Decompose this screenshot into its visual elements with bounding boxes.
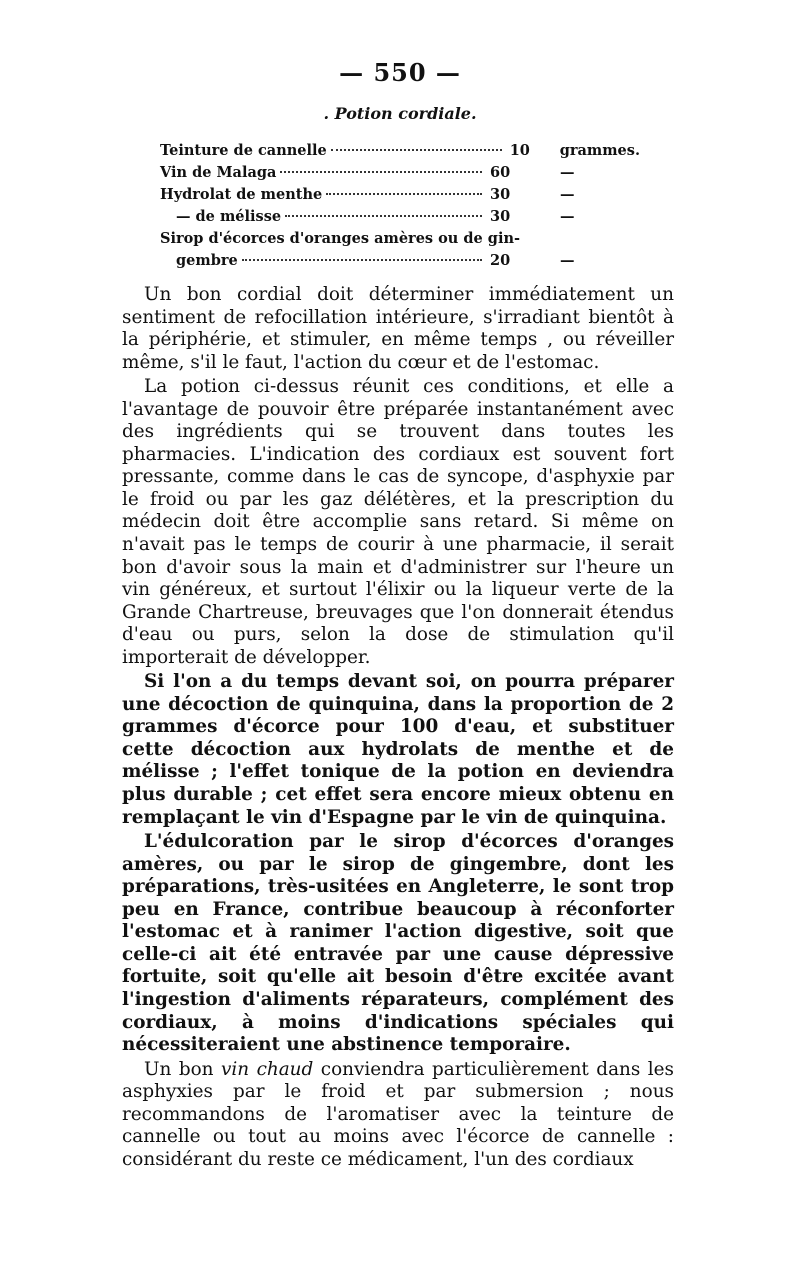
paragraph: [122, 1059, 674, 1172]
recipe-unit: grammes.: [559, 142, 640, 159]
recipe-row: [160, 208, 640, 230]
recipe-row: [160, 186, 640, 208]
recipe-table: [160, 142, 640, 274]
recipe-unit: —: [560, 252, 575, 269]
leader-dots: [242, 259, 482, 261]
leader-dots: [280, 171, 482, 173]
recipe-quantity: 20: [490, 252, 511, 269]
emphasis-text: vin chaud: [220, 1058, 314, 1080]
recipe-row: [160, 142, 640, 164]
recipe-quantity: 30: [490, 186, 511, 203]
recipe-quantity: 10: [509, 142, 530, 159]
recipe-ingredient: gembre: [176, 252, 238, 269]
recipe-ingredient: Teinture de cannelle: [160, 142, 327, 159]
recipe-unit: —: [560, 164, 575, 181]
paragraph: L'édulcoration par le sirop d'écorces d'oranges amères, ou par le sirop de gingembre, dont les préparations, très-usitées en Angleterre, le sont trop peu en France, contribue beaucoup à réconforter l'estomac et à ranimer l'action digestive, soit que celle-ci ait été entravée par une cause dépressive fortuite, soit qu'elle ait besoin d'être excitée avant l'ingestion d'aliments réparateurs, complément des cordiaux, à moins d'indications spéciales qui nécessiteraient une abstinence temporaire.: [122, 831, 674, 1056]
recipe-ingredient: Sirop d'écorces d'oranges amères ou de gin-: [160, 230, 521, 247]
recipe-ingredient: Vin de Malaga: [160, 164, 277, 181]
leader-dots: [331, 149, 502, 151]
paragraph-text: Un bon: [144, 1058, 221, 1080]
recipe-ingredient: Hydrolat de menthe: [160, 186, 323, 203]
paragraph-text: conviendra particulièrement dans les asphyxies par le froid et par submersion ; nous recommandons de l'aromatiser avec la teinture de cannelle ou tout au moins avec l'écorce de cannelle : considérant du reste ce médicament, l'un des cordiaux: [122, 1058, 674, 1170]
paragraph: Si l'on a du temps devant soi, on pourra préparer une décoction de quinquina, dans la proportion de 2 grammes d'écorce pour 100 d'eau, et substituer cette décoction aux hydrolats de menthe et de mélisse ; l'effet tonique de la potion en deviendra plus durable ; cet effet sera encore mieux obtenu en remplaçant le vin d'Espagne par le vin de quinquina.: [122, 671, 674, 828]
paragraph: La potion ci-dessus réunit ces conditions, et elle a l'avantage de pouvoir être préparée instantanément avec des ingrédients qui se trouvent dans toutes les pharmacies. L'indication des cordiaux est souvent fort pressante, comme dans le cas de syncope, d'asphyxie par le froid ou par les gaz délétères, et la prescription du médecin doit être accomplie sans retard. Si même on n'avait pas le temps de courir à une pharmacie, il serait bon d'avoir sous la main et d'administrer sur l'heure un vin généreux, et surtout l'élixir ou la liqueur verte de la Grande Chartreuse, breuvages que l'on donnerait étendus d'eau ou purs, selon la dose de stimulation qu'il importerait de développer.: [122, 376, 674, 668]
recipe-unit: —: [560, 186, 575, 203]
recipe-quantity: 30: [490, 208, 511, 225]
paragraph: Un bon cordial doit déterminer immédiatement un sentiment de refocillation intérieure, s'irradiant bientôt à la périphérie, et stimuler, en même temps , ou réveiller même, s'il le faut, l'action du cœur et de l'estomac.: [122, 284, 674, 373]
recipe-unit: —: [560, 208, 575, 225]
leader-dots: [326, 193, 482, 195]
recipe-quantity: 60: [490, 164, 511, 181]
body-text: [122, 284, 674, 1171]
recipe-ingredient: — de mélisse: [176, 208, 282, 225]
recipe-row: [160, 252, 640, 274]
leader-dots: [285, 215, 482, 217]
recipe-row: [160, 164, 640, 186]
recipe-row: [160, 230, 640, 252]
recipe-title: . Potion cordiale.: [323, 104, 477, 123]
page-number: — 550 —: [339, 58, 461, 87]
